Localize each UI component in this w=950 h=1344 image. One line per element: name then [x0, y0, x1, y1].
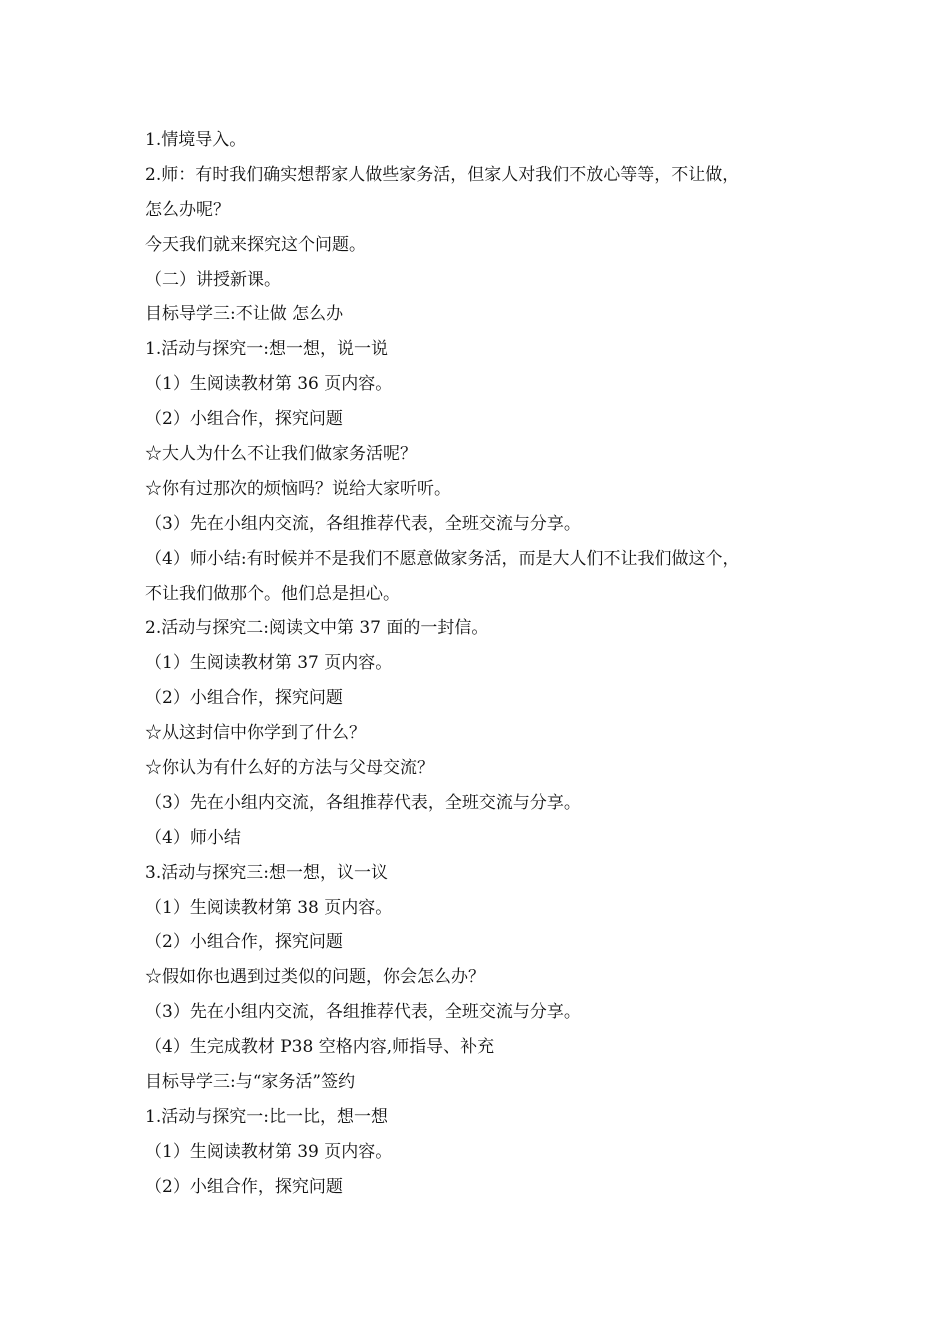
- text-line: （1）生阅读教材第 37 页内容。: [145, 653, 393, 674]
- activity-heading: 2.活动与探究二:阅读文中第 37 面的一封信。: [145, 618, 489, 639]
- question-line: ☆从这封信中你学到了什么？: [145, 723, 366, 744]
- text-line: （2）小组合作，探究问题: [145, 409, 343, 430]
- text-line: （4）生完成教材 P38 空格内容,师指导、补充: [145, 1037, 495, 1058]
- question-line: ☆你有过那次的烦恼吗？说给大家听听。: [145, 478, 451, 499]
- text-line: （4）师小结: [145, 827, 241, 848]
- text-line: （2）小组合作，探究问题: [145, 688, 343, 709]
- section-heading: 目标导学三:不让做 怎么办: [145, 304, 344, 325]
- text-line: （3）先在小组内交流，各组推荐代表，全班交流与分享。: [145, 1002, 581, 1023]
- document-body: [145, 123, 825, 1205]
- section-heading: （二）讲授新课。: [145, 269, 281, 290]
- question-line: ☆假如你也遇到过类似的问题，你会怎么办？: [145, 967, 485, 988]
- text-line: （2）小组合作，探究问题: [145, 1176, 343, 1197]
- text-line: （1）生阅读教材第 39 页内容。: [145, 1141, 393, 1162]
- text-line: 不让我们做那个。他们总是担心。: [145, 583, 400, 604]
- text-line: 1.情境导入。: [145, 130, 247, 150]
- text-line: 怎么办呢？: [145, 199, 230, 220]
- text-line: 2.师：有时我们确实想帮家人做些家务活，但家人对我们不放心等等，不让做，: [145, 164, 740, 185]
- text-line: （1）生阅读教材第 36 页内容。: [145, 374, 393, 395]
- activity-heading: 3.活动与探究三:想一想，议一议: [145, 862, 388, 883]
- question-line: ☆你认为有什么好的方法与父母交流？: [145, 758, 434, 779]
- activity-heading: 1.活动与探究一:想一想，说一说: [145, 339, 388, 360]
- text-line: 今天我们就来探究这个问题。: [145, 234, 366, 255]
- text-line: （1）生阅读教材第 38 页内容。: [145, 897, 393, 918]
- text-line: （2）小组合作，探究问题: [145, 932, 343, 953]
- question-line: ☆大人为什么不让我们做家务活呢？: [145, 444, 417, 465]
- text-line: （3）先在小组内交流，各组推荐代表，全班交流与分享。: [145, 792, 581, 813]
- text-line: （4）师小结:有时候并不是我们不愿意做家务活，而是大人们不让我们做这个，: [145, 548, 740, 569]
- section-heading: 目标导学三:与“家务活”签约: [145, 1072, 356, 1093]
- activity-heading: 1.活动与探究一:比一比，想一想: [145, 1106, 388, 1127]
- text-line: （3）先在小组内交流，各组推荐代表，全班交流与分享。: [145, 513, 581, 534]
